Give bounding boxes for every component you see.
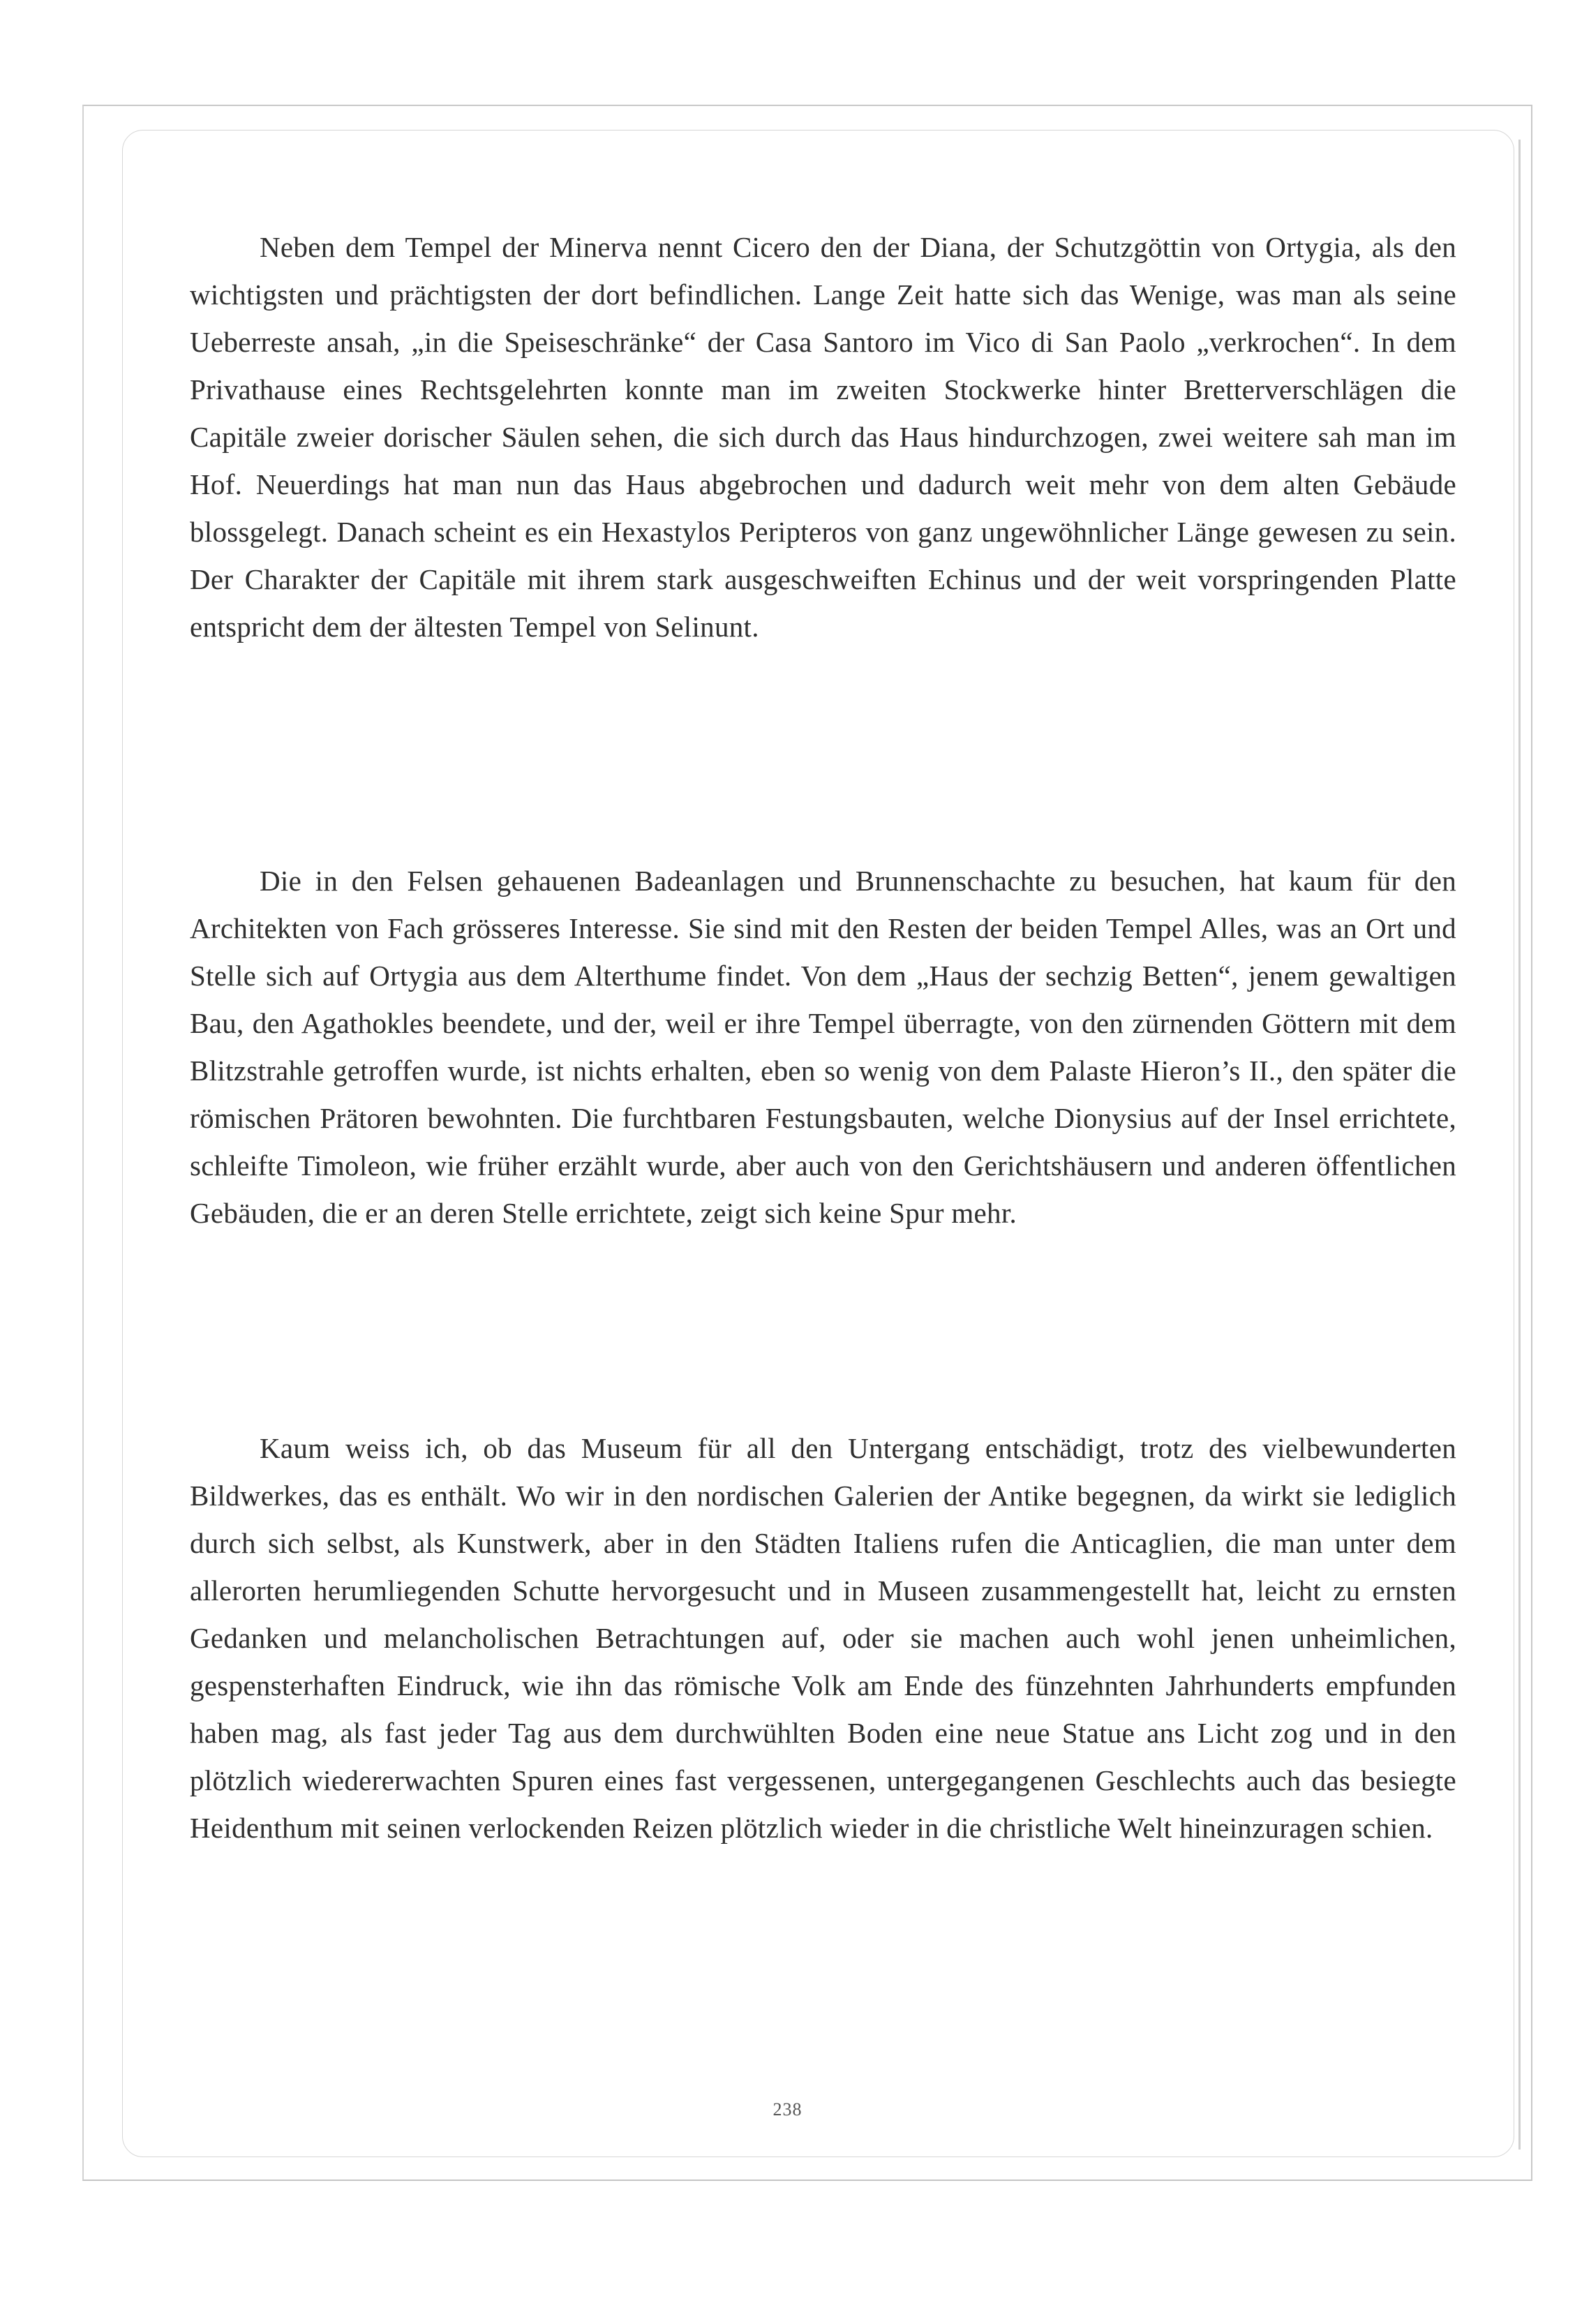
right-margin-rule — [1518, 140, 1521, 2150]
paragraph-3 — [190, 1424, 1456, 1852]
paragraph-1 — [190, 223, 1456, 650]
paragraph-2 — [190, 857, 1456, 1237]
paragraph-2-text: Die in den Felsen gehauenen Badeanlagen und Brunnenschachte zu besuchen, hat kaum für den Architekten von Fach grösseres Interesse. Sie sind mit den Resten der beiden Tempel Alles, was an Ort und Stelle sich auf Ortygia aus dem Alterthume findet. Von dem „Haus der sechzig Betten“, jenem gewaltigen Bau, den Agathokles beendete, und der, weil er ihre Tempel überragte, von den zürnenden Göttern mit dem Blitzstrahle getroffen wurde, ist nichts erhalten, eben so wenig von dem Palaste Hieron’s II., den später die römischen Prätoren bewohnten. Die furchtbaren Festungsbauten, welche Dionysius auf der Insel errichtete, schleifte Timoleon, wie früher erzählt wurde, aber auch von den Gerichtshäusern und anderen öffentlichen Gebäuden, die er an deren Stelle errichtete, zeigt sich keine Spur mehr. — [190, 865, 1456, 1229]
page-number: 238 — [772, 2099, 803, 2120]
paragraph-1-text: Neben dem Tempel der Minerva nennt Cicero den der Diana, der Schutzgöttin von Ortygia, als den wichtigsten und prächtigsten der dort befindlichen. Lange Zeit hatte sich das Wenige, was man als seine Ueberreste ansah, „in die Speiseschränke“ der Casa Santoro im Vico di San Paolo „verkrochen“. In dem Privathause eines Rechtsgelehrten konnte man im zweiten Stockwerke hinter Bretterverschlägen die Capitäle zweier dorischer Säulen sehen, die sich durch das Haus hindurchzogen, zwei weitere sah man im Hof. Neuerdings hat man nun das Haus abgebrochen und dadurch weit mehr von dem alten Gebäude blossgelegt. Danach scheint es ein Hexastylos Peripteros von ganz ungewöhnlicher Länge gewesen zu sein. Der Charakter der Capitäle mit ihrem stark ausgeschweiften Echinus und der weit vorspringenden Platte entspricht dem der ältesten Tempel von Selinunt. — [190, 231, 1456, 643]
paragraph-3-text: Kaum weiss ich, ob das Museum für all den Untergang entschädigt, trotz des vielbewunderten Bildwerkes, das es enthält. Wo wir in den nordischen Galerien der Antike begegnen, da wirkt sie lediglich durch sich selbst, als Kunstwerk, aber in den Städten Italiens rufen die Anticaglien, die man unter dem allerorten herumliegenden Schutte hervorgesucht und in Museen zusammengestellt hat, leicht zu ernsten Gedanken und melancholischen Betrachtungen auf, oder sie machen auch wohl jenen unheimlichen, gespensterhaften Eindruck, wie ihn das römische Volk am Ende des fünzehnten Jahrhunderts empfunden haben mag, als fast jeder Tag aus dem durchwühlten Boden eine neue Statue ans Licht zog und in den plötzlich wiedererwachten Spuren eines fast vergessenen, untergegangenen Geschlechts auch das besiegte Heidenthum mit seinen verlockenden Reizen plötzlich wieder in die christliche Welt hineinzuragen schien. — [190, 1432, 1456, 1844]
